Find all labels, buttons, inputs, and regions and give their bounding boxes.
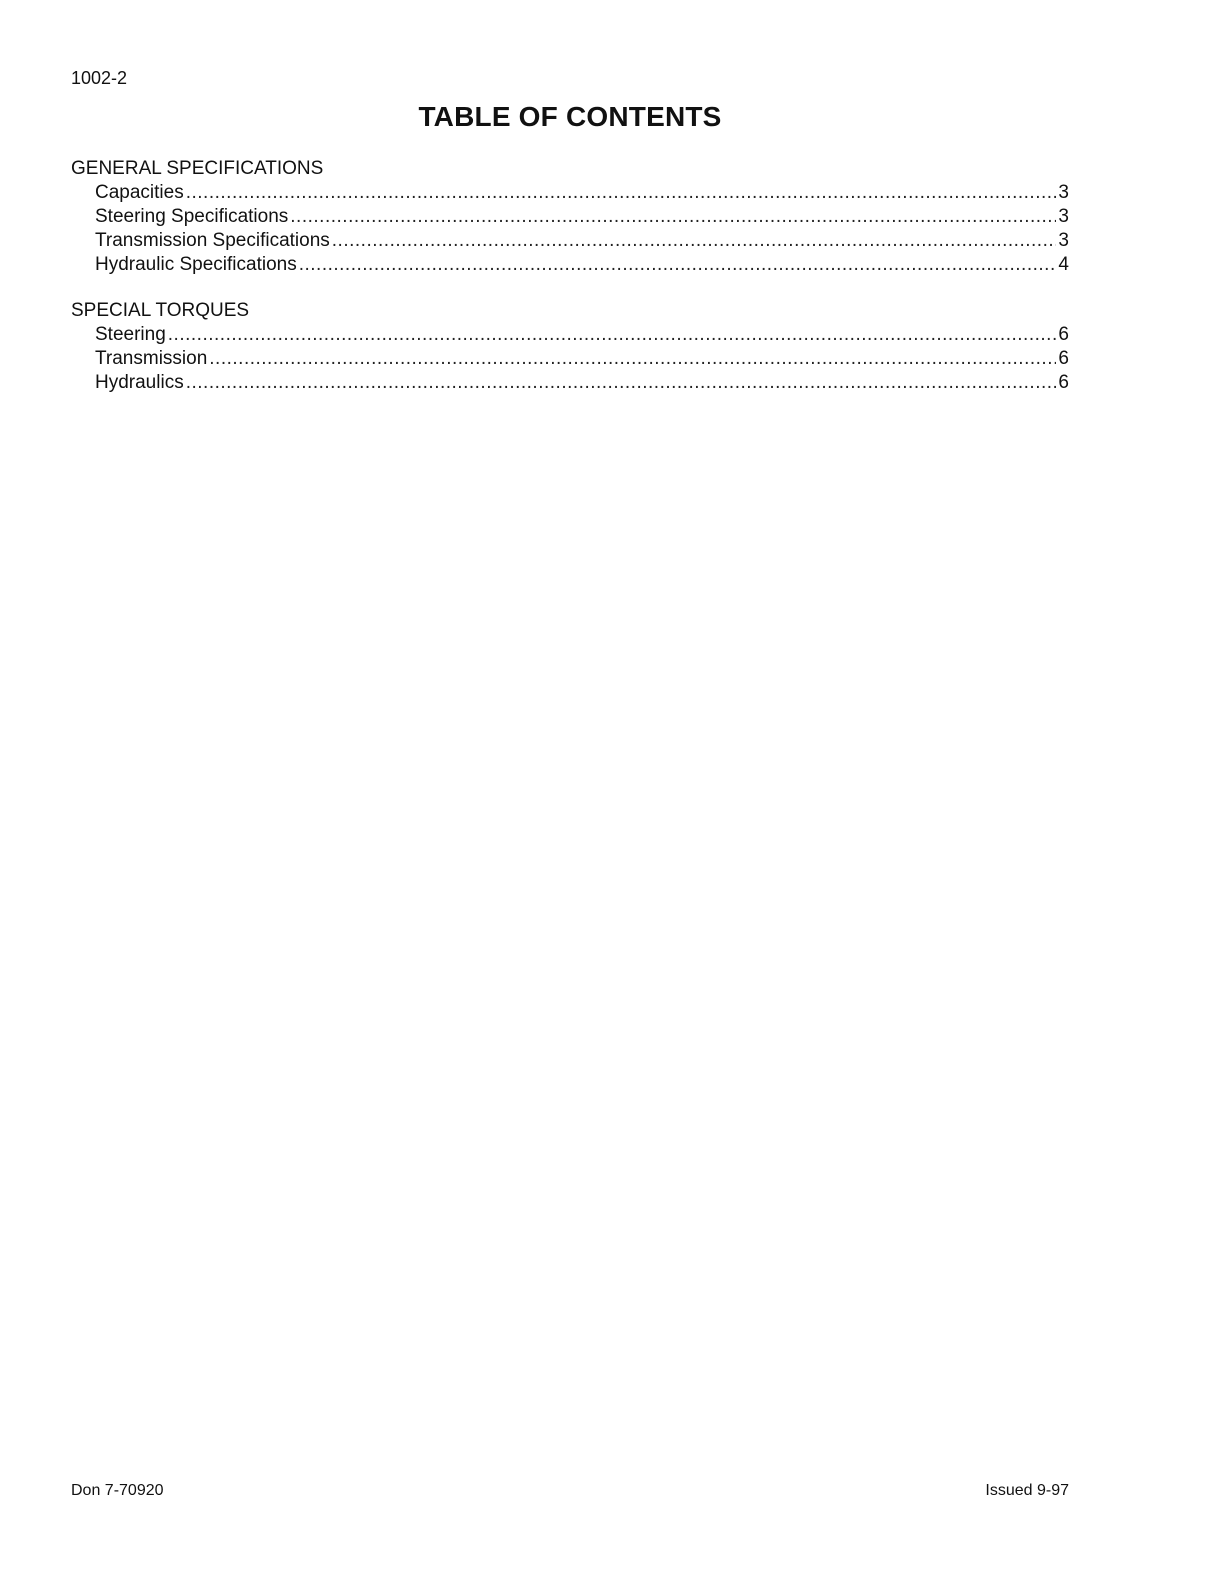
toc-entry-capacities[interactable] [71,181,1069,205]
dot-leader [186,371,1057,395]
toc-entry-hydraulics[interactable] [71,371,1069,395]
toc-entry-label: Transmission [95,348,208,369]
toc-entry-label: Transmission Specifications [95,230,330,251]
dot-leader [290,205,1056,229]
toc-entry-label: Capacities [95,182,184,203]
page-number: 1002-2 [71,68,128,88]
table-of-contents [71,157,1069,417]
toc-entry-page: 6 [1058,348,1069,369]
toc-entry-page: 6 [1058,324,1069,345]
toc-section-general-specifications [71,157,1069,277]
toc-entry-page: 3 [1058,206,1069,227]
toc-entry-hydraulic-specifications[interactable] [71,253,1069,277]
footer-document-code: Don 7-70920 [71,1482,164,1499]
dot-leader [332,229,1057,253]
toc-entry-page: 4 [1058,254,1069,275]
toc-entry-page: 6 [1058,372,1069,393]
toc-entry-label: Steering [95,324,166,345]
toc-entry-label: Hydraulic Specifications [95,254,297,275]
page-title: TABLE OF CONTENTS [418,101,722,132]
toc-section-heading: GENERAL SPECIFICATIONS [71,158,324,179]
footer-issue-date: Issued 9-97 [985,1482,1069,1499]
toc-entry-page: 3 [1058,230,1069,251]
toc-entry-steering-specifications[interactable] [71,205,1069,229]
toc-section-heading: SPECIAL TORQUES [71,300,250,321]
toc-entry-label: Hydraulics [95,372,184,393]
dot-leader [209,347,1056,371]
toc-entry-steering[interactable] [71,323,1069,347]
toc-entry-label: Steering Specifications [95,206,289,227]
toc-entry-transmission-specifications[interactable] [71,229,1069,253]
toc-section-special-torques [71,299,1069,395]
toc-entry-page: 3 [1058,182,1069,203]
dot-leader [168,323,1057,347]
dot-leader [186,181,1057,205]
toc-entry-transmission[interactable] [71,347,1069,371]
dot-leader [299,253,1057,277]
